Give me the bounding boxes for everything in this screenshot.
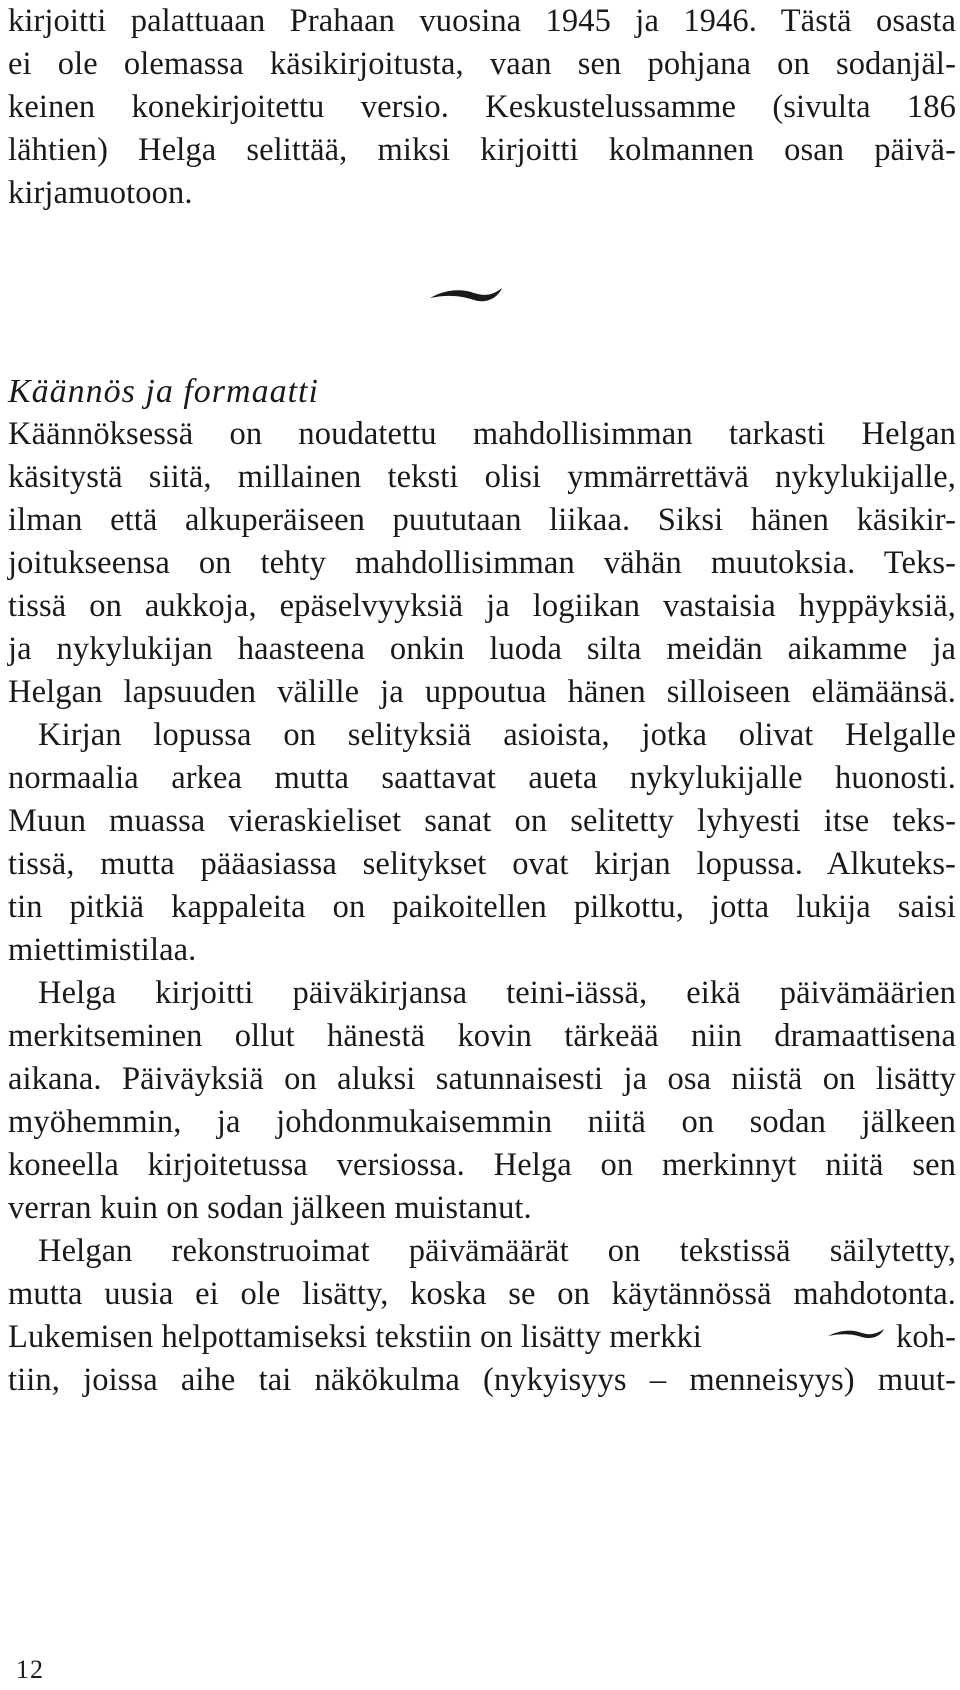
text-line: verran kuin on sodan jälkeen muistanut. <box>8 1190 532 1226</box>
text-line: Helgan rekonstruoimat päivämäärät on tekstissä säilytetty, <box>38 1233 956 1269</box>
swoosh-ornament-icon <box>826 1324 886 1344</box>
text-line: keinen konekirjoitettu versio. Keskustelussamme (sivulta 186 <box>8 89 956 125</box>
text-fragment: koh- <box>896 1319 956 1355</box>
swoosh-ornament-icon <box>426 280 506 310</box>
text-line: mutta uusia ei ole lisätty, koska se on käytännössä mahdotonta. <box>8 1276 956 1312</box>
text-line: tin pitkiä kappaleita on paikoitellen pilkottu, jotta lukija saisi <box>8 889 956 925</box>
intro-paragraph <box>8 0 956 215</box>
text-line: tiin, joissa aihe tai näkökulma (nykyisyys – menneisyys) muut- <box>8 1362 956 1398</box>
text-line: Helgan lapsuuden välille ja uppoutua hänen silloiseen elämäänsä. <box>8 674 956 710</box>
page-number: 12 <box>16 1655 44 1684</box>
text-line: Helga kirjoitti päiväkirjansa teini-iässä, eikä päivämäärien <box>38 975 956 1011</box>
section <box>8 370 956 1402</box>
text-line: normaalia arkea mutta saattavat aueta nykylukijalle huonosti. <box>8 760 956 796</box>
paragraph-translation <box>8 413 956 972</box>
text-line: lähtien) Helga selittää, miksi kirjoitti kolmannen osan päivä- <box>8 132 956 168</box>
text-line: kirjamuotoon. <box>8 175 193 211</box>
text-line: merkitseminen ollut hänestä kovin tärkeää niin dramaattisena <box>8 1018 956 1054</box>
paragraph-reconstructed-dates <box>8 1230 956 1402</box>
text-line: kirjoitti palattuaan Prahaan vuosina 1945 ja 1946. Tästä osasta <box>8 3 956 39</box>
text-line: ei ole olemassa käsikirjoitusta, vaan sen pohjana on sodanjäl- <box>8 46 956 82</box>
text-line: myöhemmin, ja johdonmukaisemmin niitä on sodan jälkeen <box>8 1104 956 1140</box>
text-line: Muun muassa vieraskieliset sanat on selitetty lyhyesti itse teks- <box>8 803 956 839</box>
paragraph-dates <box>8 972 956 1230</box>
text-line-with-mark <box>8 1316 956 1359</box>
text-line: aikana. Päiväyksiä on aluksi satunnaisesti ja osa niistä on lisätty <box>8 1061 956 1097</box>
text-line: joitukseensa on tehty mahdollisimman vähän muutoksia. Teks- <box>8 545 956 581</box>
text-line: tissä, mutta pääasiassa selitykset ovat kirjan lopussa. Alkuteks- <box>8 846 956 882</box>
text-line: koneella kirjoitetussa versiossa. Helga on merkinnyt niitä sen <box>8 1147 956 1183</box>
text-line: miettimistilaa. <box>8 932 197 968</box>
text-fragment: Lukemisen helpottamiseksi tekstiin on lisätty merkki <box>8 1319 702 1355</box>
text-line: Kirjan lopussa on selityksiä asioista, jotka olivat Helgalle <box>38 717 956 753</box>
text-line: ilman että alkuperäiseen puututaan liikaa. Siksi hänen käsikir- <box>8 502 956 538</box>
section-heading: Käännös ja formaatti <box>8 373 319 410</box>
text-line: ja nykylukijan haasteena onkin luoda silta meidän aikamme ja <box>8 631 956 667</box>
text-line: tissä on aukkoja, epäselvyyksiä ja logiikan vastaisia hyppäyksiä, <box>8 588 956 624</box>
text-line: Käännöksessä on noudatettu mahdollisimman tarkasti Helgan <box>8 416 956 452</box>
text-line: käsitystä siitä, millainen teksti olisi ymmärrettävä nykylukijalle, <box>8 459 956 495</box>
